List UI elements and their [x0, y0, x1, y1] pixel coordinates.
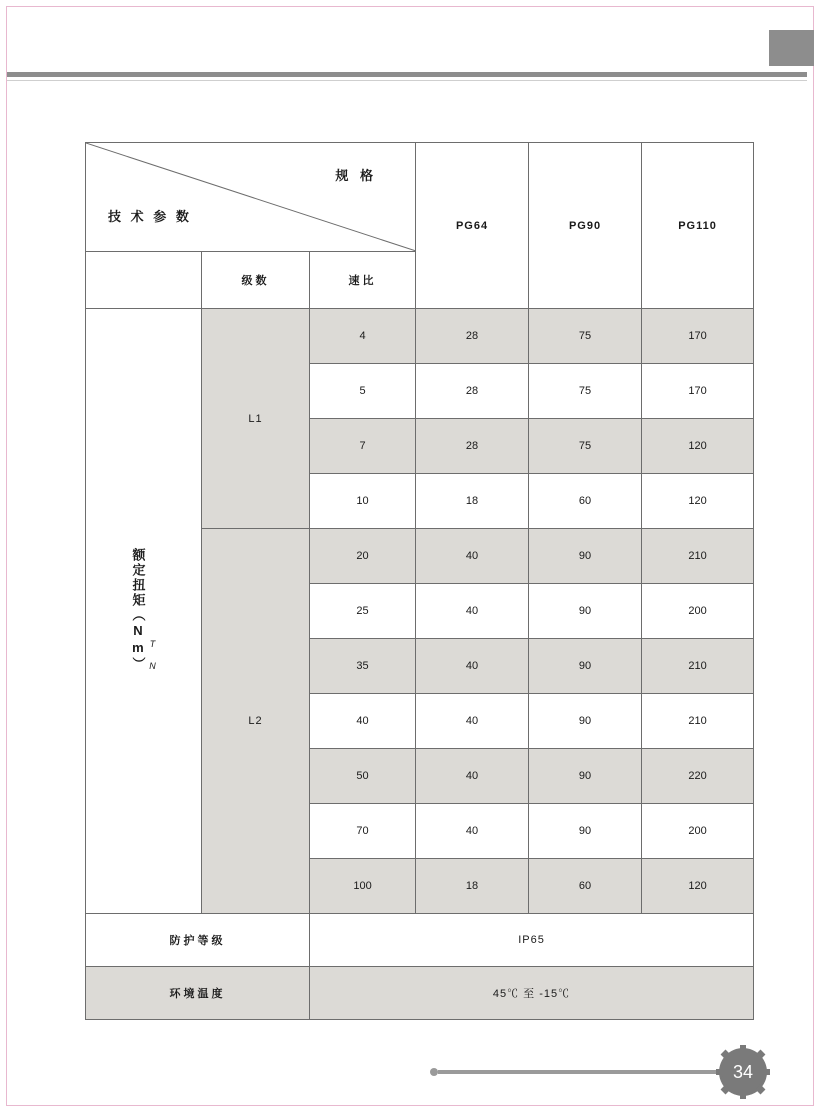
value-cell-pg110: 120	[642, 859, 754, 914]
header-rule-thin	[7, 80, 807, 81]
value-cell-pg90: 75	[529, 309, 642, 364]
ratio-cell: 10	[310, 474, 416, 529]
value-cell-pg90: 75	[529, 364, 642, 419]
subheader-ratio: 速比	[310, 252, 416, 309]
value-cell-pg64: 40	[416, 584, 529, 639]
value-cell-pg90: 60	[529, 474, 642, 529]
footer-rule	[438, 1070, 728, 1074]
parameter-axis-label: 技 术 参 数	[108, 209, 192, 224]
value-cell-pg90: 60	[529, 859, 642, 914]
ratio-cell: 20	[310, 529, 416, 584]
value-cell-pg90: 90	[529, 584, 642, 639]
stage-cell-l2: L2	[202, 529, 310, 914]
header-rule	[7, 72, 807, 77]
value-cell-pg110: 210	[642, 639, 754, 694]
diagonal-divider-icon	[86, 143, 415, 251]
ratio-cell: 5	[310, 364, 416, 419]
model-header-pg90: PG90	[529, 143, 642, 309]
protection-grade-label: 防护等级	[86, 914, 310, 967]
value-cell-pg110: 220	[642, 749, 754, 804]
value-cell-pg64: 18	[416, 474, 529, 529]
ratio-cell: 35	[310, 639, 416, 694]
ratio-cell: 70	[310, 804, 416, 859]
value-cell-pg110: 210	[642, 529, 754, 584]
value-cell-pg64: 40	[416, 529, 529, 584]
ratio-cell: 7	[310, 419, 416, 474]
value-cell-pg64: 28	[416, 419, 529, 474]
value-cell-pg90: 75	[529, 419, 642, 474]
spec-table-container	[85, 142, 753, 1020]
torque-label-cell	[86, 309, 202, 914]
value-cell-pg90: 90	[529, 694, 642, 749]
value-cell-pg110: 210	[642, 694, 754, 749]
ratio-cell: 40	[310, 694, 416, 749]
stage-cell-l1: L1	[202, 309, 310, 529]
value-cell-pg90: 90	[529, 749, 642, 804]
subheader-blank	[86, 252, 202, 309]
value-cell-pg90: 90	[529, 804, 642, 859]
value-cell-pg90: 90	[529, 529, 642, 584]
protection-grade-value: IP65	[310, 914, 754, 967]
page-number-badge: 34	[722, 1051, 764, 1093]
value-cell-pg64: 40	[416, 639, 529, 694]
value-cell-pg64: 40	[416, 694, 529, 749]
ratio-cell: 50	[310, 749, 416, 804]
ratio-cell: 25	[310, 584, 416, 639]
table-row	[86, 309, 754, 364]
value-cell-pg90: 90	[529, 639, 642, 694]
value-cell-pg110: 120	[642, 474, 754, 529]
table-row	[86, 967, 754, 1020]
torque-label-sub: T N	[147, 638, 158, 672]
value-cell-pg110: 200	[642, 804, 754, 859]
footer-dot	[430, 1068, 438, 1076]
model-header-pg64: PG64	[416, 143, 529, 309]
value-cell-pg64: 40	[416, 749, 529, 804]
value-cell-pg110: 200	[642, 584, 754, 639]
table-row	[86, 914, 754, 967]
value-cell-pg110: 170	[642, 309, 754, 364]
value-cell-pg64: 28	[416, 309, 529, 364]
table-header-row	[86, 143, 754, 252]
value-cell-pg110: 170	[642, 364, 754, 419]
spec-axis-label: 规 格	[335, 168, 378, 183]
value-cell-pg110: 120	[642, 419, 754, 474]
subheader-stage: 级数	[202, 252, 310, 309]
ratio-cell: 100	[310, 859, 416, 914]
value-cell-pg64: 28	[416, 364, 529, 419]
ambient-temperature-label: 环境温度	[86, 967, 310, 1020]
ratio-cell: 4	[310, 309, 416, 364]
value-cell-pg64: 40	[416, 804, 529, 859]
spec-table	[85, 142, 754, 1020]
ambient-temperature-value: 45℃ 至 -15℃	[310, 967, 754, 1020]
header-tab	[769, 30, 814, 66]
torque-label-main: 额定扭矩（Nm）	[130, 547, 146, 672]
value-cell-pg64: 18	[416, 859, 529, 914]
model-header-pg110: PG110	[642, 143, 754, 309]
header-corner-cell	[86, 143, 416, 252]
